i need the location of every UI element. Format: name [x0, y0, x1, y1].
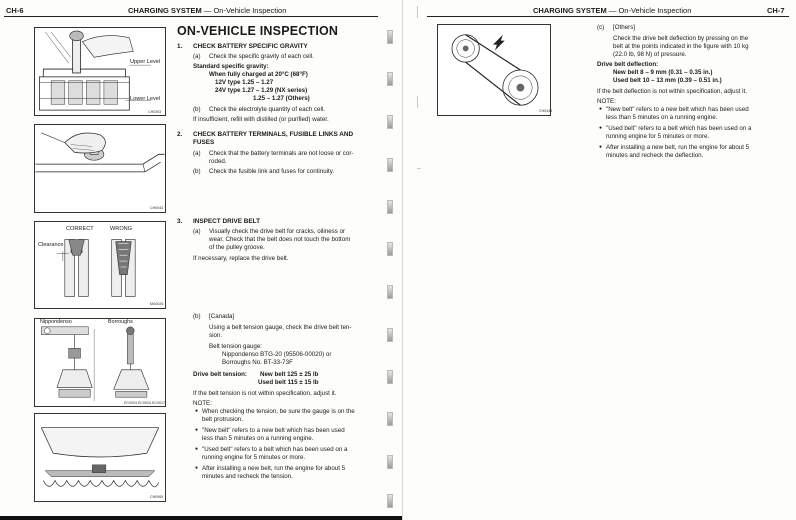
- belt-groove-illustration: [35, 222, 165, 308]
- s2-a-mark: (a): [193, 150, 201, 157]
- nippondenso-label: Nippondenso: [40, 319, 72, 325]
- thumb-tab: [387, 494, 393, 508]
- thumb-tab: [387, 72, 393, 86]
- s3b-note-2-line-1: ● "New belt" refers to a new belt which has been used: [202, 427, 345, 435]
- right-note-2-line-1: ● "Used belt" refers to a belt which has been used on a: [606, 125, 751, 133]
- s2-heading-2: FUSES: [193, 139, 215, 146]
- edge-tick: [417, 6, 418, 18]
- s3b-note-3-line-1: ● "Used belt" refers to a belt which has been used on a: [202, 446, 347, 454]
- scan-bottom-edge: [0, 516, 402, 520]
- s3-replace: If necessary, replace the drive belt.: [193, 255, 289, 262]
- s1-b-mark: (b): [193, 106, 201, 113]
- s3b-label: [Canada]: [209, 313, 235, 320]
- right-note: NOTE:: [597, 98, 616, 105]
- right-header-title: CHARGING SYSTEM: [533, 6, 607, 15]
- right-header-rule: [427, 16, 789, 17]
- right-note-3-line-1: ● After installing a new belt, run the engine for about 5: [606, 144, 749, 152]
- s3b-note-1-line-1: ● When checking the tension, be sure the gauge is on the: [202, 408, 355, 416]
- s3-heading: INSPECT DRIVE BELT: [193, 218, 260, 225]
- s3b-note: NOTE:: [193, 400, 212, 407]
- s3-a-text-2: wear. Check that the belt does not touch the bottom: [209, 236, 351, 243]
- s3b-text-2: sion.: [209, 332, 223, 339]
- s3b-gauge-label: Belt tension gauge:: [209, 343, 262, 350]
- left-header-title: CHARGING SYSTEM: [128, 6, 202, 15]
- s1-range-24v-others: 1.25 – 1.27 (Others): [253, 95, 310, 102]
- s2-heading-1: CHECK BATTERY TERMINALS, FUSIBLE LINKS AND: [193, 131, 354, 138]
- s3-a-mark: (a): [193, 228, 201, 235]
- thumb-tab: [387, 285, 393, 299]
- s1-range-24v-nx: 24V type 1.27 – 1.29 (NX series): [215, 87, 308, 94]
- s2-a-text-1: Check that the battery terminals are not loose or cor-: [209, 150, 354, 157]
- s3b-adjust: If the belt tension is not within specification, adjust it.: [193, 390, 337, 397]
- left-header-rule: [4, 16, 378, 17]
- thumb-tab: [387, 370, 393, 384]
- right-header-sub: — On-Vehicle Inspection: [608, 6, 692, 15]
- s2-a-text-2: roded.: [209, 158, 227, 165]
- s1-std-label: Standard specific gravity:: [193, 63, 269, 70]
- s1-b-text: Check the electrolyte quantity of each cell.: [209, 106, 325, 113]
- correct-label: CORRECT: [66, 226, 94, 232]
- right-note-1-line-1: ● "New belt" refers to a new belt which has been used: [606, 106, 749, 114]
- s3b-used-belt: Used belt 115 ± 15 lb: [258, 379, 319, 386]
- c-label: [Others]: [613, 24, 636, 31]
- s1-num: 1.: [177, 43, 183, 50]
- thumb-tab: [387, 328, 393, 342]
- fig2-code: CH0043: [150, 206, 164, 210]
- s3-num: 3.: [177, 218, 183, 225]
- thumb-tab: [387, 412, 393, 426]
- s3b-tension-label: Drive belt tension:: [193, 371, 247, 378]
- belt-protrusion-illustration: [35, 414, 165, 501]
- thumb-tab: [387, 158, 393, 172]
- s3b-note-4-line-1: ● After installing a new belt, run the engine for about 5: [202, 465, 345, 473]
- left-header: [128, 6, 286, 15]
- s3-a-text-3: of the pulley groove.: [209, 244, 265, 251]
- right-header: [533, 6, 691, 15]
- thumb-tab: [387, 455, 393, 469]
- page-title: ON-VEHICLE INSPECTION: [177, 24, 339, 38]
- figure-belt-deflection: [437, 24, 551, 116]
- deflection-new-belt: New belt 8 – 9 mm (0.31 – 0.35 in.): [613, 69, 713, 76]
- borroughs-label: Borroughs: [108, 319, 133, 325]
- thumb-tab: [387, 200, 393, 214]
- c-mark: (c): [597, 24, 605, 31]
- right-note-2-line-2: running engine for 5 minutes or more.: [606, 133, 710, 140]
- s3b-note-2-line-2: less than 5 minutes on a running engine.: [202, 435, 314, 442]
- s3b-mark: (b): [193, 313, 201, 320]
- right-note-3-line-2: minutes and recheck the deflection.: [606, 152, 704, 159]
- s2-b-text: Check the fusible link and fuses for continuity.: [209, 168, 335, 175]
- figure-tension-gauges: [34, 318, 166, 407]
- thumb-tab: [387, 115, 393, 129]
- s3b-note-1-line-2: belt protrusion.: [202, 416, 243, 423]
- wrong-label: WRONG: [110, 226, 133, 232]
- s3b-gauge-1: Nippondenso BTG-20 (95506-00020) or: [222, 351, 332, 358]
- c-text-2: belt at the points indicated in the figure with 10 kg: [613, 43, 749, 50]
- c-text-3: (22.0 lb, 98 N) of pressure.: [613, 51, 687, 58]
- s3-a-text-1: Visually check the drive belt for cracks, oiliness or: [209, 228, 346, 235]
- right-page: [402, 0, 796, 520]
- deflection-used-belt: Used belt 10 – 13 mm (0.39 – 0.51 in.): [613, 77, 722, 84]
- s3b-new-belt: New belt 125 ± 25 lb: [260, 371, 319, 378]
- s3b-gauge-2: Borroughs No. BT-33-73F: [222, 359, 293, 366]
- right-note-1-line-2: less than 5 minutes on a running engine.: [606, 114, 718, 121]
- fig5-code: CH0065: [150, 495, 164, 499]
- s1-a-mark: (a): [193, 53, 201, 60]
- right-page-number: CH-7: [767, 6, 785, 15]
- tension-gauge-illustration: [35, 319, 165, 406]
- terminal-check-illustration: [35, 125, 165, 212]
- right-fig-code: CH0448: [539, 109, 553, 113]
- edge-tick: [417, 96, 418, 108]
- thumb-tab: [387, 242, 393, 256]
- deflection-adjust: If the belt deflection is not within specification, adjust it.: [597, 88, 747, 95]
- figure-belt-protrusion: [34, 413, 166, 502]
- fig1-code: CH0303: [148, 110, 162, 114]
- thumb-tab: [387, 30, 393, 44]
- s3b-note-4-line-2: minutes and recheck the tension.: [202, 473, 293, 480]
- lower-level-label: Lower Level: [130, 96, 161, 102]
- left-header-sub: — On-Vehicle Inspection: [203, 6, 287, 15]
- s3b-note-3-line-2: running engine for 5 minutes or more.: [202, 454, 306, 461]
- upper-level-label: Upper Level: [130, 59, 161, 65]
- clearance-label: Clearance: [38, 242, 64, 248]
- s2-b-mark: (b): [193, 168, 201, 175]
- s1-heading: CHECK BATTERY SPECIFIC GRAVITY: [193, 43, 308, 50]
- deflection-label: Drive belt deflection:: [597, 61, 659, 68]
- fig4-code: EC0003 EC0004 EC0017: [124, 401, 165, 405]
- figure-battery-terminal: [34, 124, 166, 213]
- left-page-number: CH-6: [6, 6, 24, 15]
- pulley-belt-illustration: [438, 25, 553, 115]
- s3b-text-1: Using a belt tension gauge, check the drive belt ten-: [209, 324, 352, 331]
- s1-range-12v: 12V type 1.25 – 1.27: [215, 79, 274, 86]
- s1-refill: If insufficient, refill with distilled (or purified) water.: [193, 116, 329, 123]
- s1-when: When fully charged at 20°C (68°F): [209, 71, 308, 78]
- fig3-code: MA0026: [150, 302, 164, 306]
- s1-a-text: Check the specific gravity of each cell.: [209, 53, 314, 60]
- s2-num: 2.: [177, 131, 183, 138]
- figure-belt-correct-wrong: [34, 221, 166, 309]
- c-text-1: Check the drive belt deflection by pressing on the: [613, 35, 749, 42]
- edge-tick: [417, 168, 421, 169]
